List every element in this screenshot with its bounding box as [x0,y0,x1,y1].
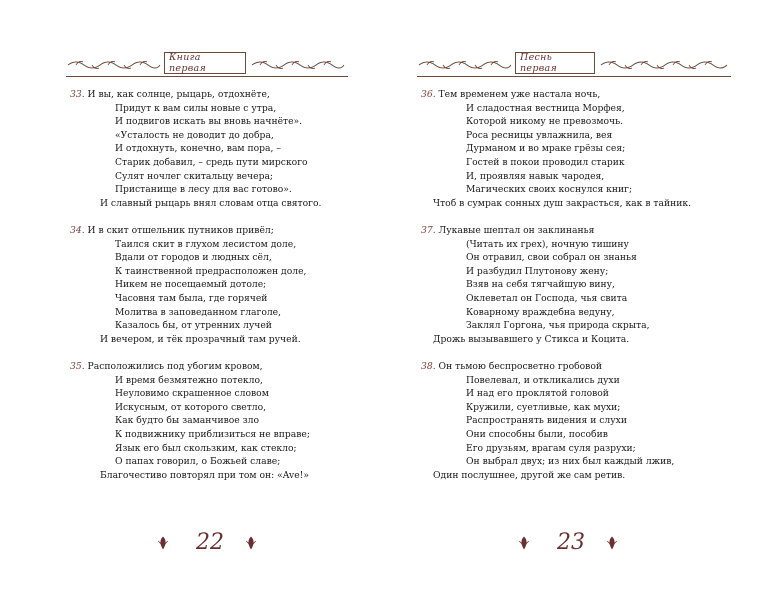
verse-line: Гостей в покои проводил старик [466,156,625,168]
verse-line: (Читать их грех), ночную тишину [466,238,629,250]
verse-line: Коварному враждебна ведуну, [466,306,615,318]
verse-line: Как будто бы заманчивое зло [115,415,260,427]
fleuron-icon [605,536,619,550]
verse-line: Казалось бы, от утренних лучей [115,320,272,332]
verse-line: Старик добавил, – средь пути мирского [115,156,308,168]
verse-line: Неуловимо скрашенное словом [115,388,269,400]
section-title: Песнь первая [520,52,558,74]
stanza-last-line: Благочестиво повторял при том он: «Ave!» [100,469,309,481]
verse-line: И разбудил Плутонову жену; [466,265,609,277]
verse-line: «Усталость не доводит до добра, [115,129,274,141]
stanza [421,224,751,346]
verse-line: Заклял Горгона, чья природа скрыта, [466,320,650,332]
header-rule [417,76,731,77]
verse-line: Оклеветал он Господа, чья свита [466,292,628,304]
stanza [70,224,360,346]
verse-line: Его друзьям, врагам суля разрухи; [466,442,636,454]
right-page [383,0,766,596]
verse-line: Пристанище в лесу для вас готово». [115,184,292,196]
stanza [70,88,360,210]
verse-line: И время безмятежно потекло, [115,374,263,386]
page-footer [150,530,270,556]
verse-line: К подвижнику приблизиться не вправе; [115,428,310,440]
verse-line: Вдали от городов и людных сёл, [115,252,272,264]
verse-line: О папах говорил, о Божьей славе; [115,456,281,468]
verse-line: Часовня там была, где горячей [115,292,268,304]
verse-line: Язык его был скользким, как стекло; [115,442,297,454]
stanza [421,88,751,210]
header-rule [66,76,348,77]
verse-line: И, проявляя навык чародея, [466,170,605,182]
stanza-last-line: И славный рыцарь внял словам отца святого. [100,197,322,209]
stanza-last-line: Чтоб в сумрак сонных душ закрасться, как в тайник. [433,197,692,209]
fleuron-icon [244,536,258,550]
page-number: 22 [196,530,224,555]
fleuron-icon [517,536,531,550]
stanza-number: 36. [421,89,436,100]
verse-line: И над его проклятой головой [466,388,609,400]
stanza-number: 33. [70,89,85,100]
page-footer [511,530,631,556]
stanza [421,360,751,482]
stanza-first-line: 36. Тем временем уже настала ночь, [421,89,601,100]
verse-line: Молитва в заповеданном глаголе, [115,306,282,318]
fleuron-icon [156,536,170,550]
page-number: 23 [557,530,585,555]
verse-line: Распространять видения и слухи [466,415,627,427]
vine-ornament-icon [66,58,162,72]
vine-ornament-icon [417,58,513,72]
verse-line: И сладостная вестница Морфея, [466,102,625,114]
section-title-box [515,52,595,74]
verse-line: Никем не посещаемый дотоле; [115,279,267,291]
stanza-first-line: 37. Лукавые шептал он заклинанья [421,225,595,236]
stanza-first-line: 34. И в скит отшельник путников привёл; [70,225,274,236]
verse-line: И подвигов искать вы вновь начнёте». [115,116,303,128]
verse-line: Искусным, от которого светло, [115,401,267,413]
verse-line: Повелевал, и откликались духи [466,374,620,386]
verse-line: Сулят ночлег скитальцу вечера; [115,170,274,182]
verse-line: Придут к вам силы новые с утра, [115,102,277,114]
stanza-number: 35. [70,361,85,372]
verse-line: Взяв на себя тягчайшую вину, [466,279,615,291]
stanza-first-line: 35. Расположились под убогим кровом, [70,361,263,372]
verse-line: Он отравил, свои собрал он знанья [466,252,637,264]
running-header [417,50,731,80]
verse-line: Которой никому не превозмочь. [466,116,624,128]
verse-line: Роса ресницы увлажнила, вея [466,129,613,141]
stanza-number: 34. [70,225,85,236]
stanza-last-line: Дрожь вызывавшего у Стикса и Коцита. [433,333,630,345]
stanza-first-line: 38. Он тьмою беспросветно гробовой [421,361,602,372]
verse-line: Таился скит в глухом лесистом доле, [115,238,297,250]
stanza-number: 37. [421,225,436,236]
stanza [70,360,360,482]
verse-line: Дурманом и во мраке грёзы сея; [466,143,626,155]
verse-line: Магических своих коснулся книг; [466,184,633,196]
vine-ornament-icon [250,58,346,72]
running-header [66,50,348,80]
stanza-last-line: Один послушнее, другой же сам ретив. [433,469,626,481]
section-title: Книга первая [169,52,207,74]
stanza-number: 38. [421,361,436,372]
stanza-last-line: И вечером, и тёк прозрачный там ручей. [100,333,301,345]
verse-line: И отдохнуть, конечно, вам пора, – [115,143,281,155]
verse-line: Он выбрал двух; из них был каждый лжив, [466,456,675,468]
vine-ornament-icon [599,58,729,72]
verse-line: Кружили, суетливые, как мухи; [466,401,621,413]
section-title-box [164,52,246,74]
verse-line: Они способны были, пособив [466,428,608,440]
verse-line: К таинственной предрасположен доле, [115,265,307,277]
stanza-first-line: 33. И вы, как солнце, рыцарь, отдохнёте, [70,89,270,100]
